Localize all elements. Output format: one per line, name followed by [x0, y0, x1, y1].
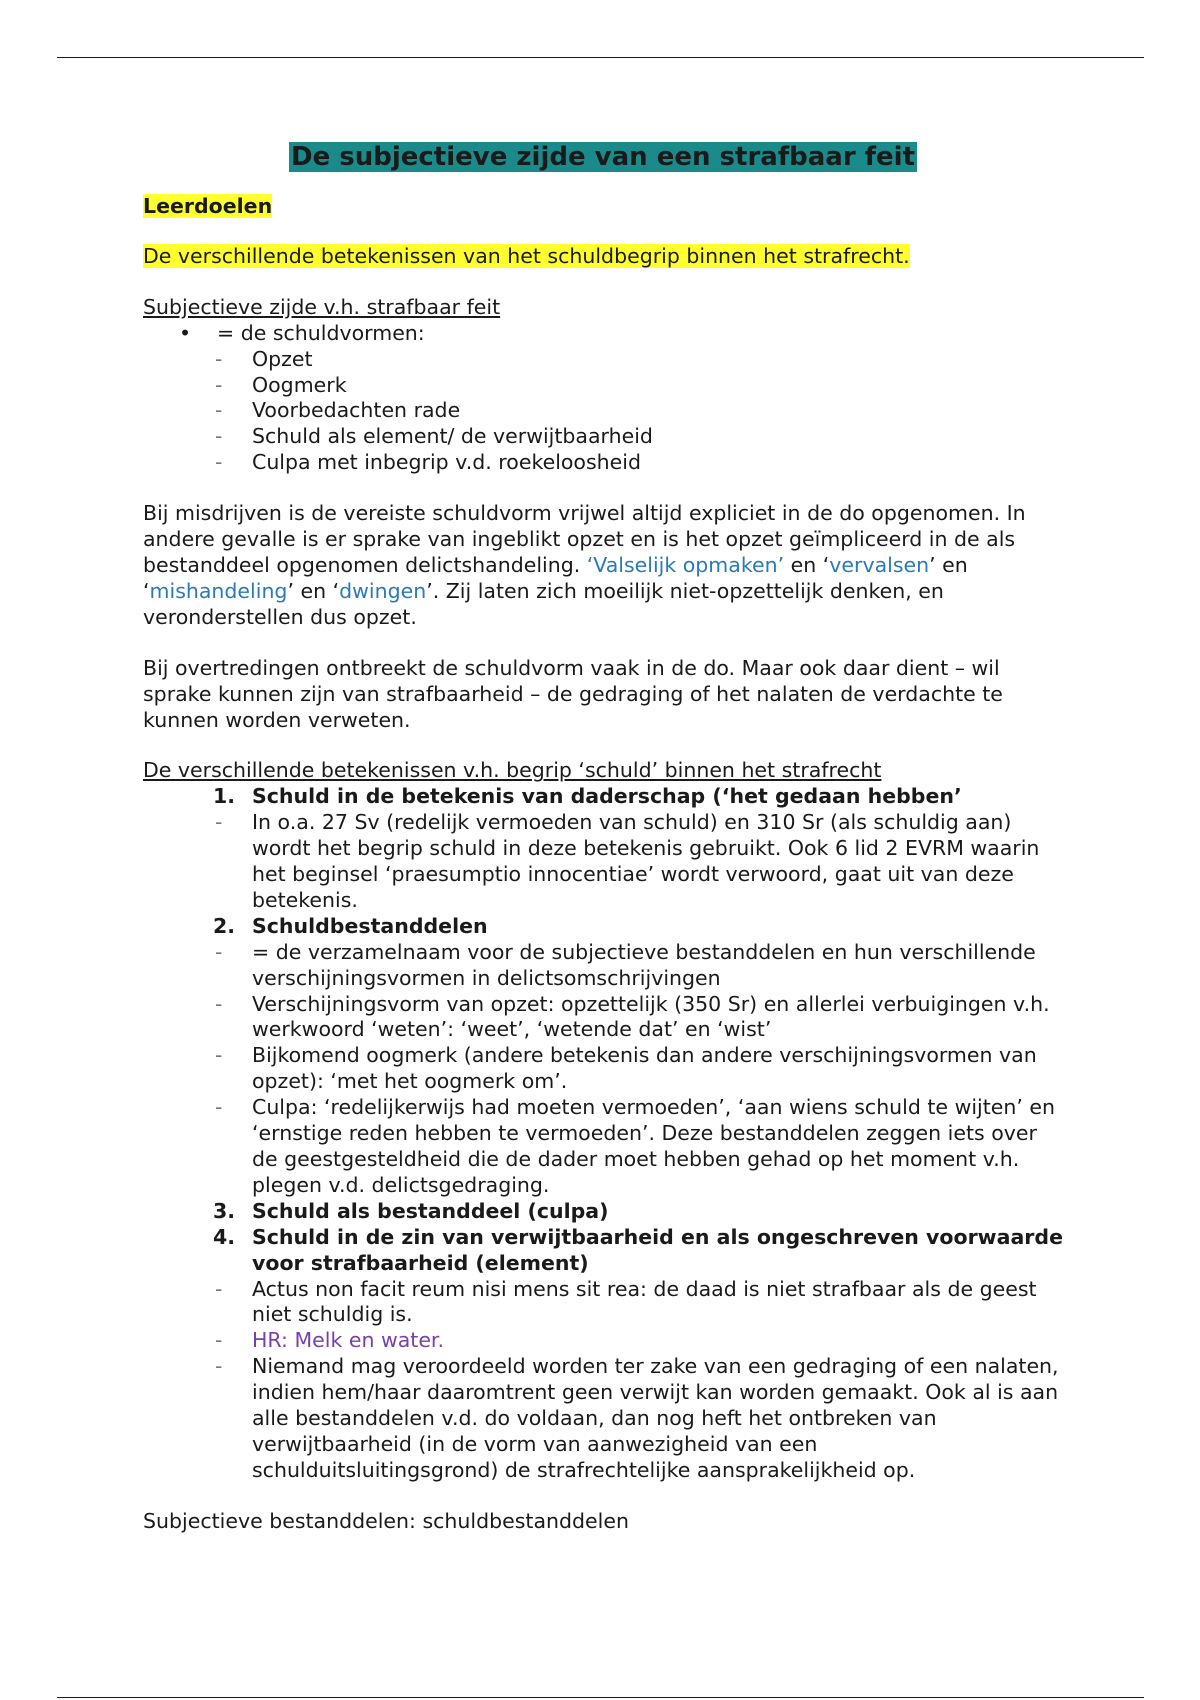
bullet-marker: • [179, 320, 192, 345]
list-item: - In o.a. 27 Sv (redelijk vermoeden van schuld) en 310 Sr (als schuldig aan) wordt het begrip schuld in deze betekenis gebruikt. Ook 6 lid 2 EVRM waarin het beginsel ‘praesumptio innocentiae’ wordt verwoord, gaat uit van deze betekenis. [215, 810, 1040, 912]
learning-goals-heading: Leerdoelen [143, 194, 273, 218]
section-heading-subjectieve-zijde: Subjectieve zijde v.h. strafbaar feit [143, 294, 501, 319]
list-item: - = de verzamelnaam voor de subjectieve bestanddelen en hun verschillende verschijningsvormen in delictsomschrijvingen [215, 939, 1036, 990]
list-item: - Oogmerk [215, 372, 347, 397]
list-item: - Bijkomend oogmerk (andere betekenis dan andere verschijningsvormen van opzet): ‘met het oogmerk om’. [215, 1043, 1037, 1094]
learning-goal: De verschillende betekenissen van het schuldbegrip binnen het strafrecht. [143, 243, 910, 268]
list-item: - Culpa met inbegrip v.d. roekeloosheid [215, 450, 641, 475]
schuldvormen-bullet [143, 321, 1063, 347]
list-item: - Culpa: ‘redelijkerwijs had moeten vermoeden’, ‘aan wiens schuld te wijten’ en ‘ernstige reden hebben te vermoeden’. Deze bestanddelen zeggen iets over de geestgesteldheid die de dader moet hebben gehad op het moment v.h. plegen v.d. delictsgedraging. [215, 1095, 1056, 1197]
sub-list [143, 940, 1063, 1199]
sub-list [143, 1277, 1063, 1484]
document-body [143, 140, 1063, 1535]
section-heading-betekenissen: De verschillende betekenissen v.h. begrip ‘schuld’ binnen het strafrecht [143, 758, 882, 783]
paragraph-overtredingen: Bij overtredingen ontbreekt de schuldvorm vaak in de do. Maar ook daar dient – wil sprake kunnen zijn van strafbaarheid – de gedraging of het nalaten de verdachte te kunnen worden verweten. [143, 655, 1003, 732]
list-item: - Opzet [215, 346, 313, 371]
paragraph-misdrijven: Bij misdrijven is de vereiste schuldvorm vrijwel altijd expliciet in de do opgenomen. In andere gevalle is er sprake van ingeblikt opzet en is het opzet geïmpliceerd in de als bestanddeel opgenomen delictshandeling. ‘Valselijk opmaken’ en ‘vervalsen’ en ‘mishandeling’ en ‘dwingen’. Zij laten zich moeilijk niet-opzettelijk denken, en veronderstellen dus opzet. [143, 501, 1026, 629]
numbered-item: 1. Schuld in de betekenis van daderschap (‘het gedaan hebben’ [213, 784, 962, 809]
list-item: - Schuld als element/ de verwijtbaarheid [215, 424, 653, 449]
schuldvormen-list [143, 347, 1063, 477]
list-item: - Voorbedachten rade [215, 398, 461, 423]
betekenissen-list [143, 784, 1063, 1483]
closing-line: Subjectieve bestanddelen: schuldbestanddelen [143, 1508, 629, 1533]
list-item: • = de schuldvormen: [179, 320, 425, 345]
list-item: - Niemand mag veroordeeld worden ter zake van een gedraging of een nalaten, indien hem/haar daaromtrent geen verwijt kan worden gemaakt. Ook al is aan alle bestanddelen v.d. do voldaan, dan nog heft het ontbreken van verwijtbaarheid (in de vorm van aanwezigheid van een schulduitsluitingsgrond) de strafrechtelijke aansprakelijkheid op. [215, 1354, 1059, 1482]
header-rule [57, 57, 1144, 58]
page-title: De subjectieve zijde van een strafbaar feit [290, 142, 915, 172]
list-item: - Verschijningsvorm van opzet: opzettelijk (350 Sr) en allerlei verbuigingen v.h. werkwoord ‘weten’: ‘weet’, ‘wetende dat’ en ‘wist’ [215, 991, 1050, 1042]
numbered-item: 3. Schuld als bestanddeel (culpa) [213, 1198, 609, 1223]
footer-rule [57, 1697, 1144, 1698]
sub-list [143, 810, 1063, 914]
list-item-case-reference: - HR: Melk en water. [215, 1328, 444, 1353]
list-item: - Actus non facit reum nisi mens sit rea: de daad is niet strafbaar als de geest niet schuldig is. [215, 1276, 1037, 1327]
numbered-item: 4. Schuld in de zin van verwijtbaarheid en als ongeschreven voorwaarde voor strafbaarheid (element) [213, 1224, 1063, 1275]
numbered-item: 2. Schuldbestanddelen [213, 913, 488, 938]
